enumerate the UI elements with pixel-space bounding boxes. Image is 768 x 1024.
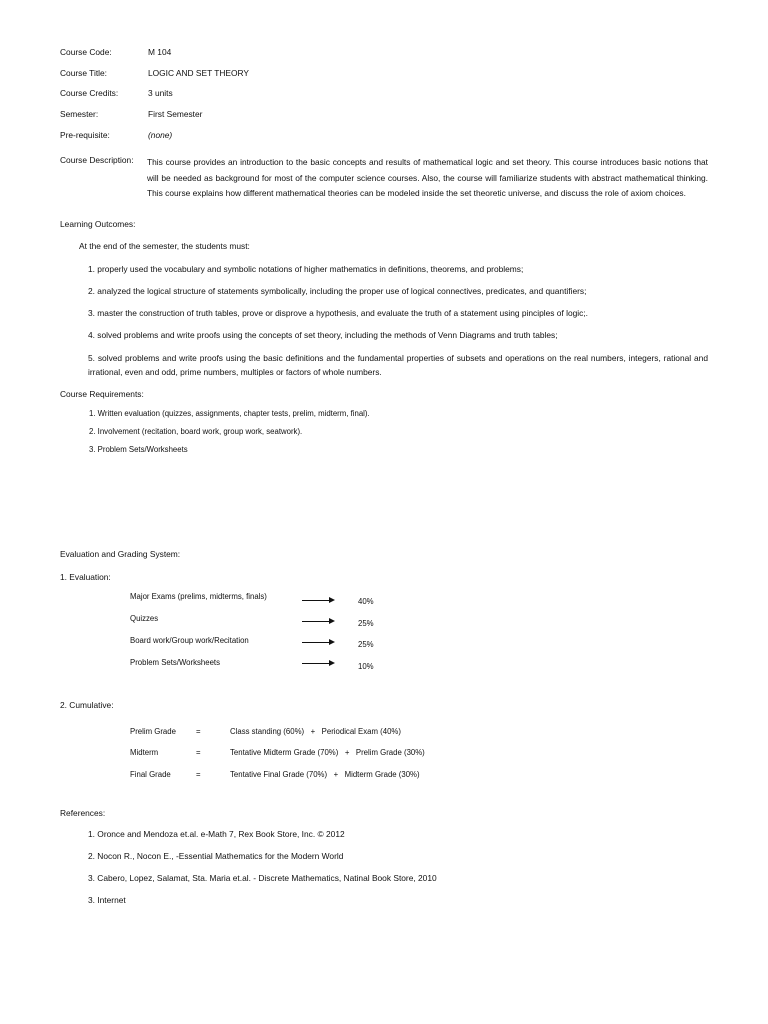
cumulative-term: Final Grade xyxy=(130,770,171,779)
semester-label: Semester: xyxy=(60,109,99,119)
grading-heading: Evaluation and Grading System: xyxy=(60,549,181,559)
outcome-item: 2. analyzed the logical structure of statements symbolically, including the proper use of logical connectives, predicates, and quantifiers; xyxy=(88,286,587,296)
requirement-item: 1. Written evaluation (quizzes, assignments, chapter tests, prelim, midterm, final). xyxy=(89,409,370,418)
requirement-item: 2. Involvement (recitation, board work, group work, seatwork). xyxy=(89,427,303,436)
description-text: This course provides an introduction to the basic concepts and results of mathematical logic and set theory. This course introduces basic notions that will be needed as background for most of the computer science courses. Also, the course will familiarize students with abstract mathematical thinking. This course explains how different mathematical theories can be modeled inside the set theoretic universe, and discuss the role of axiom choices. xyxy=(147,157,708,198)
cumulative-term: Prelim Grade xyxy=(130,727,176,736)
outcome-item: 3. master the construction of truth tables, prove or disprove a hypothesis, and evaluate the truth of a statement using pinciples of logic;. xyxy=(88,308,588,318)
arrow-icon xyxy=(302,596,336,605)
outcome-item: 1. properly used the vocabulary and symbolic notations of higher mathematics in definitions, theorems, and problems; xyxy=(88,264,524,274)
evaluation-label: 1. Evaluation: xyxy=(60,572,111,582)
outcome-item: 5. solved problems and write proofs using the basic definitions and the fundamental properties of subsets and operations on the real numbers, integers, rational and irrational, even and odd, prime numbers, multiples or factors of whole numbers. xyxy=(88,353,708,377)
prerequisite-value: (none) xyxy=(148,130,173,140)
references-heading: References: xyxy=(60,808,106,818)
reference-item: 2. Nocon R., Nocon E., -Essential Mathematics for the Modern World xyxy=(88,851,344,861)
cumulative-equals: = xyxy=(196,748,201,757)
evaluation-item-weight: 40% xyxy=(358,597,374,606)
cumulative-equals: = xyxy=(196,770,201,779)
cumulative-term: Midterm xyxy=(130,748,159,757)
arrow-icon xyxy=(302,617,336,626)
course-title-value: LOGIC AND SET THEORY xyxy=(148,68,249,78)
outcomes-intro: At the end of the semester, the students must: xyxy=(79,241,250,251)
requirements-heading: Course Requirements: xyxy=(60,389,144,399)
cumulative-formula: Tentative Final Grade (70%) + Midterm Grade (30%) xyxy=(230,770,420,779)
requirement-item: 3. Problem Sets/Worksheets xyxy=(89,445,188,454)
arrow-icon xyxy=(302,638,336,647)
course-code-label: Course Code: xyxy=(60,47,112,57)
course-credits-value: 3 units xyxy=(148,88,173,98)
reference-item: 1. Oronce and Mendoza et.al. e-Math 7, Rex Book Store, Inc. © 2012 xyxy=(88,829,345,839)
cumulative-equals: = xyxy=(196,727,201,736)
cumulative-label: 2. Cumulative: xyxy=(60,700,114,710)
semester-value: First Semester xyxy=(148,109,203,119)
prerequisite-label: Pre-requisite: xyxy=(60,130,110,140)
reference-item: 3. Cabero, Lopez, Salamat, Sta. Maria et.al. - Discrete Mathematics, Natinal Book Store, 2010 xyxy=(88,873,437,883)
evaluation-item-name: Quizzes xyxy=(130,614,159,623)
arrow-icon xyxy=(302,659,336,668)
evaluation-item-weight: 10% xyxy=(358,662,374,671)
cumulative-formula: Class standing (60%) + Periodical Exam (40%) xyxy=(230,727,401,736)
outcome-item: 4. solved problems and write proofs using the concepts of set theory, including the methods of Venn Diagrams and truth tables; xyxy=(88,330,558,340)
course-code-value: M 104 xyxy=(148,47,172,57)
evaluation-item-name: Board work/Group work/Recitation xyxy=(130,636,249,645)
outcomes-heading: Learning Outcomes: xyxy=(60,219,136,229)
evaluation-item-name: Problem Sets/Worksheets xyxy=(130,658,220,667)
evaluation-item-weight: 25% xyxy=(358,619,374,628)
cumulative-formula: Tentative Midterm Grade (70%) + Prelim Grade (30%) xyxy=(230,748,425,757)
reference-item: 3. Internet xyxy=(88,895,126,905)
evaluation-item-weight: 25% xyxy=(358,640,374,649)
description-label: Course Description: xyxy=(60,155,134,165)
evaluation-item-name: Major Exams (prelims, midterms, finals) xyxy=(130,592,267,601)
course-credits-label: Course Credits: xyxy=(60,88,119,98)
course-title-label: Course Title: xyxy=(60,68,108,78)
